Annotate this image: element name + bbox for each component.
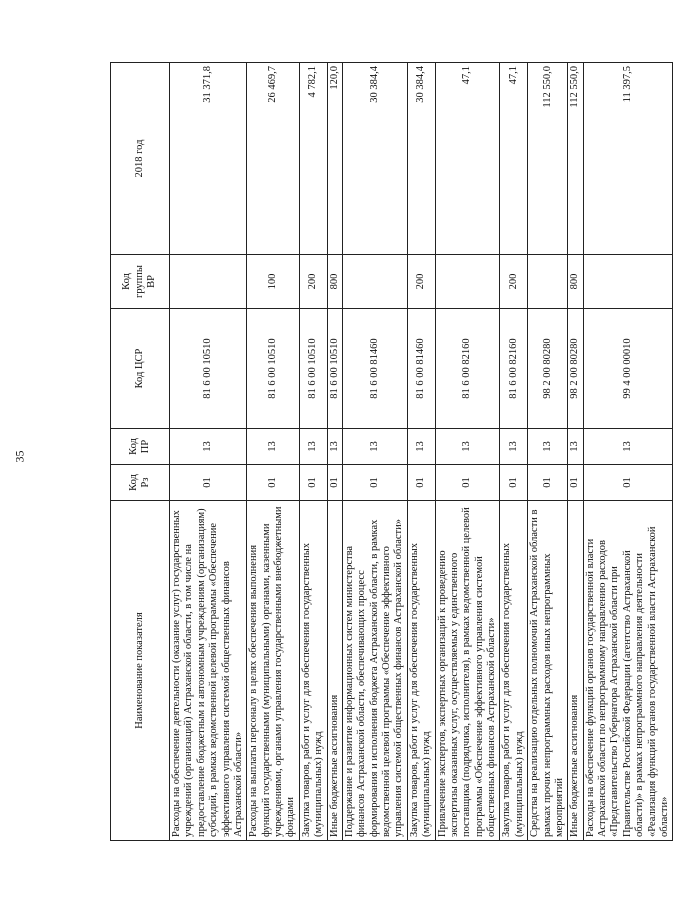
table-row bbox=[528, 63, 568, 841]
cell-value: 30 384,4 bbox=[407, 63, 435, 255]
cell-csr: 81 6 00 10510 bbox=[327, 309, 342, 429]
cell-vr bbox=[435, 255, 500, 309]
cell-value: 47,1 bbox=[435, 63, 500, 255]
header-pr: Код ПР bbox=[111, 429, 170, 465]
cell-rz: 01 bbox=[435, 465, 500, 501]
cell-csr: 81 6 00 10510 bbox=[247, 309, 300, 429]
header-csr: Код ЦСР bbox=[111, 309, 170, 429]
header-year: 2018 год bbox=[111, 63, 170, 255]
rotated-table-wrapper bbox=[110, 63, 670, 841]
cell-vr: 200 bbox=[500, 255, 528, 309]
cell-csr: 81 6 00 10510 bbox=[299, 309, 327, 429]
table-row bbox=[327, 63, 342, 841]
cell-rz: 01 bbox=[299, 465, 327, 501]
header-vr: Код группы ВР bbox=[111, 255, 170, 309]
table-row bbox=[299, 63, 327, 841]
cell-vr: 800 bbox=[568, 255, 583, 309]
cell-pr: 13 bbox=[342, 429, 407, 465]
cell-pr: 13 bbox=[435, 429, 500, 465]
cell-csr: 81 6 00 82160 bbox=[500, 309, 528, 429]
cell-name: Иные бюджетные ассигнования bbox=[568, 501, 583, 841]
cell-rz: 01 bbox=[407, 465, 435, 501]
cell-rz: 01 bbox=[500, 465, 528, 501]
cell-pr: 13 bbox=[407, 429, 435, 465]
cell-pr: 13 bbox=[327, 429, 342, 465]
cell-value: 4 782,1 bbox=[299, 63, 327, 255]
table-row bbox=[583, 63, 673, 841]
budget-table bbox=[110, 62, 673, 841]
cell-name: Расходы на выплаты персоналу в целях обеспечения выполнения функций государственными (муниципальными) органами, казенными учреждениями, органами управления государственными внебюджетными фондами bbox=[247, 501, 300, 841]
cell-name: Средства на реализацию отдельных полномочий Астраханской области в рамках прочих непрограммных расходов иных непрограммных мероприятий bbox=[528, 501, 568, 841]
cell-csr: 81 6 00 81460 bbox=[342, 309, 407, 429]
cell-name: Закупка товаров, работ и услуг для обеспечения государственных (муниципальных) нужд bbox=[500, 501, 528, 841]
cell-csr: 98 2 00 80280 bbox=[528, 309, 568, 429]
cell-rz: 01 bbox=[583, 465, 673, 501]
cell-value: 26 469,7 bbox=[247, 63, 300, 255]
cell-vr: 200 bbox=[407, 255, 435, 309]
cell-name: Поддержание и развитие информационных систем министерства финансов Астраханской области, обеспечивающих процесс формирования и исполнения бюджета Астраханской области, в рамках ведомственной целевой программы «Обеспечение эффективного управления системой общественных финансов Астраханской области» bbox=[342, 501, 407, 841]
cell-vr bbox=[528, 255, 568, 309]
cell-pr: 13 bbox=[500, 429, 528, 465]
cell-value: 31 371,8 bbox=[170, 63, 247, 255]
cell-csr: 81 6 00 82160 bbox=[435, 309, 500, 429]
cell-rz: 01 bbox=[528, 465, 568, 501]
cell-vr: 800 bbox=[327, 255, 342, 309]
cell-name: Привлечение экспертов, экспертных организаций к проведению экспертизы оказанных услуг, осуществляемых у единственного поставщика (подрядчика, исполнителя), в рамках ведомственной целевой программы «Обеспечение эффективного управления системой общественных финансов Астраханской области» bbox=[435, 501, 500, 841]
header-name: Наименование показателя bbox=[111, 501, 170, 841]
cell-name: Расходы на обеспечение функций органов государственной власти Астраханской области по непрограммному направлению расходов «Представительство Губернатора Астраханской области при Правительстве Российской Федерации (агентство Астраханской области)» в рамках непрограммного направления деятельности «Реализация функций органов государственной власти Астраханской области» bbox=[583, 501, 673, 841]
cell-value: 47,1 bbox=[500, 63, 528, 255]
cell-pr: 13 bbox=[568, 429, 583, 465]
cell-csr: 81 6 00 10510 bbox=[170, 309, 247, 429]
cell-name: Расходы на обеспечение деятельности (оказание услуг) государственных учреждений (организаций) Астраханской области, в том числе на предоставление бюджетным и автономным учреждениям (организациям) субсидий, в рамках ведомственной целевой программы «Обеспечение эффективного управления системой общественных финансов Астраханской области» bbox=[170, 501, 247, 841]
cell-value: 112 550,0 bbox=[568, 63, 583, 255]
cell-vr: 100 bbox=[247, 255, 300, 309]
cell-pr: 13 bbox=[247, 429, 300, 465]
cell-pr: 13 bbox=[299, 429, 327, 465]
cell-rz: 01 bbox=[170, 465, 247, 501]
table-row bbox=[342, 63, 407, 841]
table-row bbox=[407, 63, 435, 841]
cell-csr: 98 2 00 80280 bbox=[568, 309, 583, 429]
header-rz: Код Рз bbox=[111, 465, 170, 501]
cell-name: Закупка товаров, работ и услуг для обеспечения государственных (муниципальных) нужд bbox=[407, 501, 435, 841]
cell-value: 120,0 bbox=[327, 63, 342, 255]
cell-vr bbox=[170, 255, 247, 309]
table-row bbox=[568, 63, 583, 841]
table-row bbox=[500, 63, 528, 841]
cell-value: 11 397,5 bbox=[583, 63, 673, 255]
table-body bbox=[170, 63, 673, 841]
table-header-row bbox=[111, 63, 170, 841]
table-row bbox=[247, 63, 300, 841]
table-row bbox=[170, 63, 247, 841]
cell-pr: 13 bbox=[528, 429, 568, 465]
cell-vr: 200 bbox=[299, 255, 327, 309]
cell-value: 112 550,0 bbox=[528, 63, 568, 255]
cell-rz: 01 bbox=[342, 465, 407, 501]
cell-vr bbox=[583, 255, 673, 309]
cell-vr bbox=[342, 255, 407, 309]
cell-name: Закупка товаров, работ и услуг для обеспечения государственных (муниципальных) нужд bbox=[299, 501, 327, 841]
cell-value: 30 384,4 bbox=[342, 63, 407, 255]
cell-csr: 99 4 00 00010 bbox=[583, 309, 673, 429]
cell-pr: 13 bbox=[170, 429, 247, 465]
cell-rz: 01 bbox=[247, 465, 300, 501]
page-number: 35 bbox=[12, 450, 27, 463]
cell-csr: 81 6 00 81460 bbox=[407, 309, 435, 429]
cell-name: Иные бюджетные ассигнования bbox=[327, 501, 342, 841]
cell-rz: 01 bbox=[327, 465, 342, 501]
cell-rz: 01 bbox=[568, 465, 583, 501]
cell-pr: 13 bbox=[583, 429, 673, 465]
table-row bbox=[435, 63, 500, 841]
